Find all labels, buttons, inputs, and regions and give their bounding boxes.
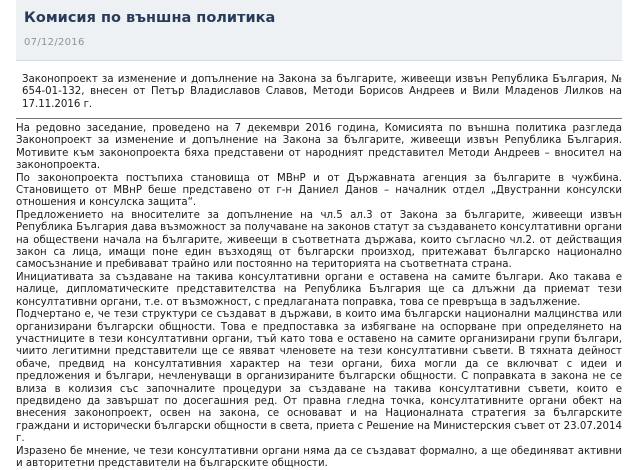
paragraph: Предложението на вносителите за допълнение на чл.5 ал.3 от Закона за българите, живеещи извън Република България дава възможност за получаване на законов статут за създаването консултативни органи на обществени начала на българите, живеещи в съответната държава, които съгласно чл.2. от действащия закон са лица, имащи поне един възходящ от български произход, притежават българско национално самосъзнание и пребивават трайно или постоянно на територията на съответната страна. xyxy=(16,209,622,271)
article-body xyxy=(16,123,622,470)
publish-date: 07/12/2016 xyxy=(24,37,85,48)
paragraph: На редовно заседание, проведено на 7 декември 2016 година, Комисията по външна политика разгледа Законопроект за изменение и допълнение на Закона за българите, живеещи извън Република България. Мотивите към законопроекта бяха представени от народният представител Методи Андреев – вносител на законопроекта. xyxy=(16,123,622,172)
paragraph: Инициативата за създаване на такива консултативни органи е оставена на самите българи. Ако такава е налице, дипломатическите представителства на Република България ще са длъжни да приемат тези консултативни органи, т.е. от възможност, с предлаганата поправка, това се превръща в задължение. xyxy=(16,271,622,308)
paragraph: По законопроекта постъпиха становища от МВнР и от Държавната агенция за българите в чужбина. Становището от МВнР беше представено от г-н Даниел Данов – началник отдел „Двустранни консулски отношения и консулска защита“. xyxy=(16,172,622,209)
divider xyxy=(16,118,622,119)
paragraph: Изразено бе мнение, че тези консултативни органи няма да се създават формално, а ще обединяват активни и авторитетни представители на българските общности. xyxy=(16,445,622,469)
article-header xyxy=(16,0,622,61)
bill-summary: Законопроект за изменение и допълнение на Закона за българите, живеещи извън Република България, № 654-01-132, внесен от Петър Владиславов Славов, Методи Борисов Андреев и Вили Младенов Лилков на 17.11.2016 г. xyxy=(22,74,622,110)
page-title: Комисия по външна политика xyxy=(24,10,276,26)
paragraph: Подчертано е, че тези структури се създават в държави, в които има български национални малцинства или организирани български общности. Това е предпоставка за избягване на оспорване при определянето на участниците в тези консултативни органи, тъй като това е оставено на самите организирани групи българи, чиито легитимни представители ще се явяват членовете на тези консултативни съвети. В тяхната дейност обаче, предвид на консултативния характер на тези органи, биха могли да се включват с идеи и предложения и българи, нечленуващи в организираните български общности. С поправката в закона не се влиза в колизия със започналите процедури за създаване на такива консултативни съвети, които е предвидено да завършат по досегашния ред. От правна гледна точка, консултативните органи обект на внесения законопроект, освен на закона, се основават и на Националната стратегия за българските граждани и исторически български общности в света, приета с Решение на Министерския съвет от 23.07.2014 г. xyxy=(16,309,623,445)
